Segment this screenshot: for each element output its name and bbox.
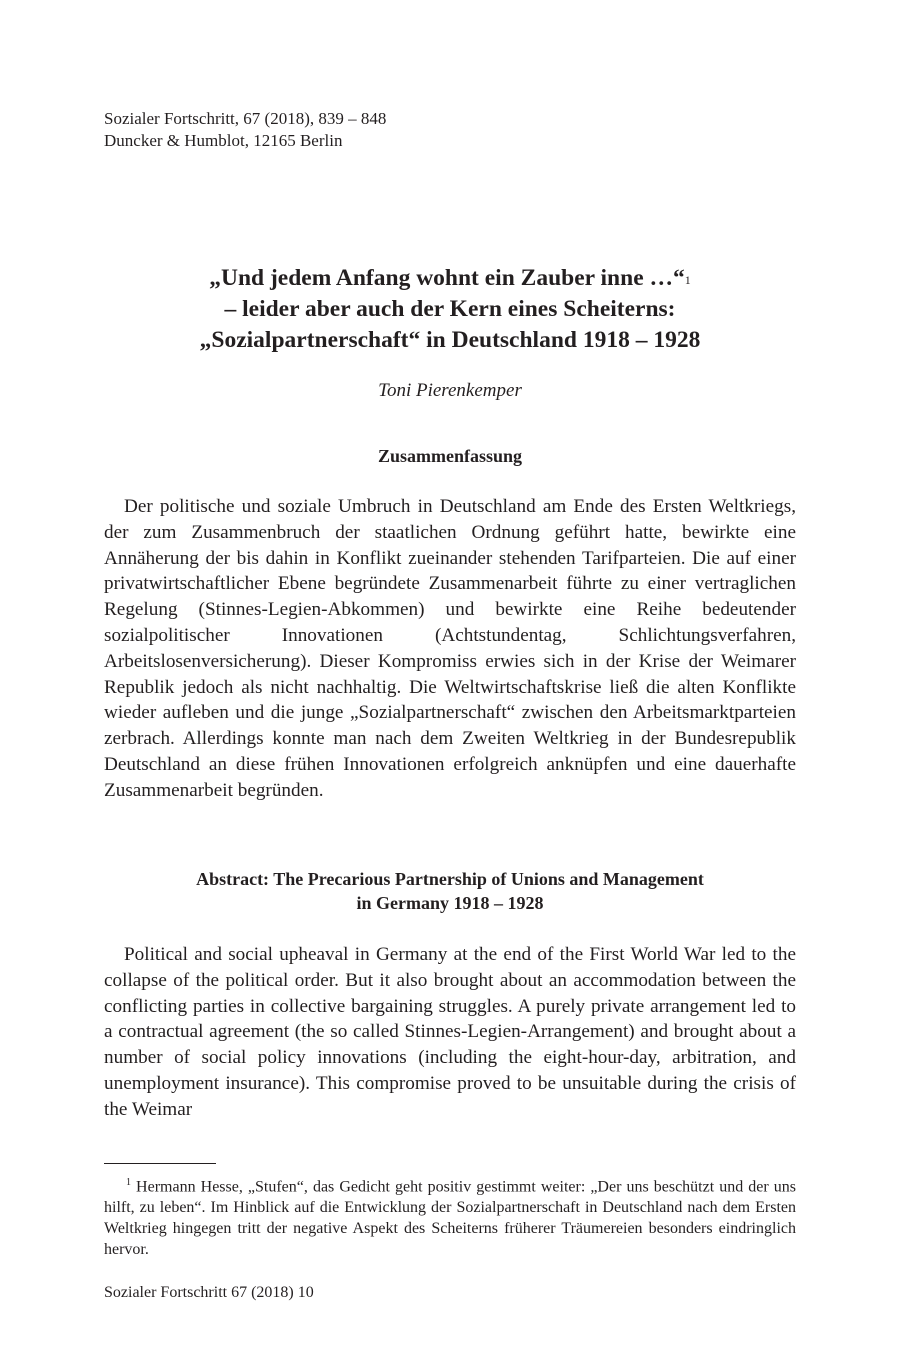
page-footer: Sozialer Fortschritt 67 (2018) 10 [104, 1284, 314, 1301]
footnote-ref[interactable]: 1 [684, 273, 691, 287]
footnote-number: 1 [126, 1177, 131, 1188]
publisher-line: Duncker & Humblot, 12165 Berlin [104, 131, 343, 150]
author-name: Toni Pierenkemper [378, 380, 522, 401]
article-title [60, 263, 840, 356]
title-line-2: – leider aber auch der Kern eines Scheiterns: [224, 296, 676, 322]
footnote-divider [104, 1163, 216, 1164]
summary-text: Der politische und soziale Umbruch in Deutschland am Ende des Ersten Weltkriegs, der zum Zusammenbruch der staatlichen Ordnung geführt hatte, bewirkte eine Annäherung der bis dahin in Konflikt zueinander stehenden Tarifparteien. Die auf einer privatwirtschaftlicher Ebene begründete Zusammenarbeit führte zu einer vertraglichen Regelung (Stinnes-Legien-Abkommen) und bewirkte eine Reihe bedeutender sozialpolitischer Innovationen (Achtstundentag, Schlichtungsverfahren, Arbeitslosenversicherung). Dieser Kompromiss erwies sich in der Krise der Weimarer Republik jedoch als nicht nachhaltig. Die Weltwirtschaftskrise ließ die alten Konflikte wieder aufleben und die junge „Sozialpartnerschaft“ zwischen den Arbeitsmarktparteien zerbrach. Allerdings konnte man nach dem Zweiten Weltkrieg in der Bundesrepublik Deutschland an diese frühen Innovationen erfolgreich anknüpfen und eine dauerhafte Zusammenarbeit begründen. [104, 496, 796, 801]
footnote-text: Hermann Hesse, „Stufen“, das Gedicht geht positiv gestimmt weiter: „Der uns beschützt und der uns hilft, zu leben“. Im Hinblick auf die Entwicklung der Sozialpartnerschaft in Deutschland nach dem Ersten Weltkrieg hingegen tritt der negative Aspekt des Scheiterns früherer Träumereien besonders eindringlich hervor. [104, 1178, 796, 1259]
journal-header [104, 108, 386, 152]
abstract-heading [104, 867, 796, 915]
journal-citation: Sozialer Fortschritt, 67 (2018), 839 – 848 [104, 109, 387, 128]
title-line-1: „Und jedem Anfang wohnt ein Zauber inne …“ [209, 265, 685, 291]
abstract-heading-line-2: in Germany 1918 – 1928 [356, 893, 544, 913]
abstract-text: Political and social upheaval in Germany at the end of the First World War led to the collapse of the political order. But it also brought about an accommodation between the conflicting parties in collective bargaining struggles. A purely private arrangement led to a contractual agreement (the so called Stinnes-Legien-Arrangement) and brought about a number of social policy innovations (including the eight-hour-day, arbitration, and unemployment insurance). This compromise proved to be unsuitable during the crisis of the Weimar [104, 944, 796, 1120]
footnote [104, 1172, 796, 1260]
summary-heading: Zusammenfassung [377, 446, 523, 466]
abstract-heading-line-1: Abstract: The Precarious Partnership of Unions and Management [196, 869, 704, 889]
title-line-3: „Sozialpartnerschaft“ in Deutschland 1918 – 1928 [199, 327, 701, 353]
